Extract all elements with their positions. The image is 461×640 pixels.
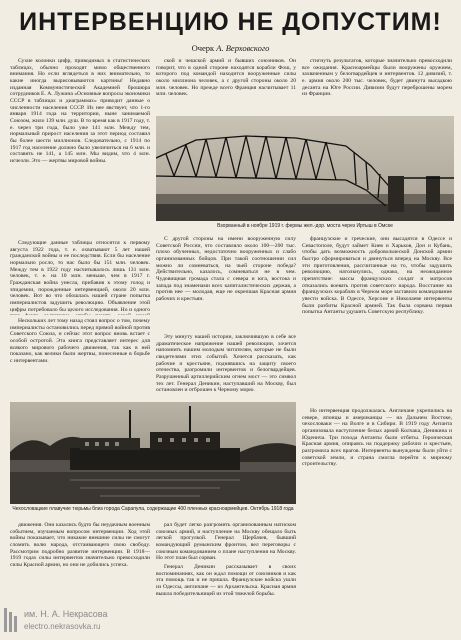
text-column-1a xyxy=(10,58,150,238)
paragraph: рал будет легко разгромить организованным натиском союзных армий, и наступление на Москву обещало быть легкой прогулкой. Генерал Щербачев, бывший командующий румынским фронтом, вел переговоры с союзным командованием о плане наступления на Москву. Но этот план был сорван. xyxy=(156,522,296,562)
paragraph: Сухие колонки цифр, приводимых в статистических таблицах, обычно проходят мимо общественного внимания. Но если вглядеться в них внимательно, то какие иногда вырисовываются картины! Недавно изданная Коммунистической Академией брошюра сотрудников Е. А. Лужина «Основные вопросы экономики СССР в таблицах и диаграммах» приводит данные о численности населения СССР. Из нее явствует, что 1-го января 1914 года на территории, ныне занимаемой Союзом, жило 139 млн. душ. В то время как в 1917 году, т. е. через три года, было уже 141 млн. Между тем, нормальный прирост населения за этот период составил бы более шести миллионов. Следовательно, с 1914 по 1917 год население должно было увеличиться на 6 млн. и составить не 141, а 145 млн. Мы видим, что 4 млн. исчезли. Это — жертвы мировой войны. xyxy=(10,58,150,164)
text-column-3a xyxy=(302,58,452,113)
bridge-photo xyxy=(156,116,454,221)
bridge-photo-image xyxy=(156,116,454,221)
text-column-3b xyxy=(302,236,452,406)
paragraph: Но интервенция продолжалась. Англичане укрепились на севере, японцы и американцы — на Дальнем Востоке, чехословаки — на Волге и в Сибири. В 1919 году Антанта организовала наступление белых армий Колчака, Деникина и Юденича. Три похода Антанты были отбиты. Героическая Красная армия, опираясь на поддержку рабочих и крестьян, разгромила всех врагов. Интервенты вынуждены были уйти с советской земли, и страна смогла перейти к мирному строительству. xyxy=(302,408,452,468)
library-watermark xyxy=(4,606,154,636)
bridge-caption: Взорванный в ноябре 1919 г. фермы жел.-дор. моста через Иртыш в Омске xyxy=(217,223,393,229)
text-column-1d xyxy=(10,522,150,604)
paragraph: С другой стороны на имени вооруженную силу Советской России, что составляло около 100—200 тыс. плохо обученных, недостаточно вооруженных и слабо организованных бойцов. При такой соотношении сил можно ли сомневаться, на чьей стороне победа? Действительно, казалось, сомневаться не в чем. Чудовищная громада стала с севера и юга, востока и запада под знаменами всех капиталистических держав, а против нее — молодая, еще не окрепшая Красная армия рабочих и крестьян. xyxy=(156,236,296,302)
river-caption: Чехословацкие плавучие тюрьмы близ города Сарапула, содержащие 400 пленных красноармейцев. Октябрь 1918 года xyxy=(12,506,294,512)
river-photo xyxy=(10,402,296,504)
watermark-url: electro.nekrasovka.ru xyxy=(24,622,101,631)
paragraph: ской и чешской армий и бывших союзников. Он говорит, что в одной стороне находятся корабли Фош, у которого под командой находится вооруженные силы около миллиона человек, а с другой стороны около 20 млн. человек. Но прежде всего Франция насчитывает 11 млн. человек. xyxy=(156,58,296,98)
watermark-name: им. Н. А. Некрасова xyxy=(24,609,108,619)
paragraph: стигнуть результатов, которые значительно превосходили все ожидания. Красноармейцы были вооружены оружием, захваченным у белогвардейцев и интервентов. 12 дивизий, т. е. армия около 200 тыс. человек, будет двинута высадкою десанта на Юге России. Дивизии будут переброшены морем из Франции. xyxy=(302,58,452,98)
article-title: ИНТЕРВЕНЦИЮ НЕ ДОПУСТИМ! xyxy=(19,8,442,36)
text-column-1b xyxy=(10,240,150,315)
text-column-2c xyxy=(156,334,296,398)
text-column-1c xyxy=(10,318,150,398)
text-column-2d xyxy=(156,522,296,562)
article-subtitle xyxy=(0,43,461,53)
article-author: А. Верховского xyxy=(216,43,270,53)
subtitle-prefix: Очерк xyxy=(191,43,215,53)
text-column-3c xyxy=(302,408,452,604)
text-column-2a xyxy=(156,58,296,113)
paragraph: французские и греческие, они высадятся в Одессе и Севастополе, будут займет Киев и Харьков, Дон и Кубань, чтобы дать возможность добровольческой Донской армии быстро сформироваться и двинуться вперед на Москву. Все эти приготовления, рассчитанные на то, чтобы задушить революцию, натолкнулись, однако, на неожиданное препятствие: массы французских солдат и матросов отказались воевать против советского народа. Восстание на французских кораблях в Черном море заставило командование увести войска. В Одессе, Херсоне и Николаеве интервенты были разбиты Красной армией. Так была сорвана первая попытка Антанты удушить Советскую республику. xyxy=(302,236,452,316)
paragraph: Следующие данные таблицы относятся к первому августа 1922 года, т. е. охватывают 5 лет нашей гражданской войны и ее последствия. Если бы население нормально росло, то нас было бы 151 млн. человек. Между тем в 1922 году насчитывалось лишь 131 млн. человек, т. е. на 10 млн. меньше, чем в 1917 г. Гражданская война унесла, прибавив к этому голод и эпидемии, порожденные интервенцией, около 20 млн. человек. Вот во что обошлась нашей стране попытка империалистов задушить революцию. Объявление этой цифры потребовало бы целого исследования. Но и одного xyxy=(10,240,150,313)
library-logo-icon xyxy=(4,608,20,632)
paragraph: движения. Они казались будто бы неудачным военным событием, изучаемым вопросом интервенции. Ход этой войны показывает, что никакие внешние силы не смогут сломить волю народа, отстаивающего свою свободу. Рассмотрим подробно развитие интервенции. В 1918—1919 годах силы интервентов значительно превосходили силы Красной армии, но они не добились успеха. xyxy=(10,522,150,568)
text-column-2e xyxy=(156,564,296,604)
river-photo-image xyxy=(10,402,296,504)
paragraph: Эту минуту нашей истории, заключившую в себе все драматическое напряжение нашей революции, хочется напомнить нашим молодым читателям, которые не были свидетелями этих событий. Хочется рассказать, как рабочие и крестьяне, поднявшись на защиту своего отечества, разгромили интервентов и белогвардейцев. Разрушенный артиллерийским огнем мост — это символ тех лет. Генерал Деникин, наступавший на Москву, был остановлен и отброшен к Черному морю. xyxy=(156,334,296,394)
text-column-2b xyxy=(156,236,296,332)
paragraph: Нескольких лет тому назад стоял вопрос о том, почему империалисты остановились перед прямой войной против Советского Союза, и сейчас этот вопрос вновь встает с особой остротой. Эта книга представляет интерес для всякого мирового рабочего движения, так как в ней показано, как велики были жертвы, понесенные в борьбе с интервентами. xyxy=(10,318,150,364)
paragraph: Генерал Деникин рассказывает в своих воспоминаниях, как он ждал помощи от союзников и как эта помощь так и не пришла. Французские войска ушли из Одессы, англичане — из Архангельска. Красная армия вышла победительницей из этой тяжелой борьбы. xyxy=(156,564,296,597)
